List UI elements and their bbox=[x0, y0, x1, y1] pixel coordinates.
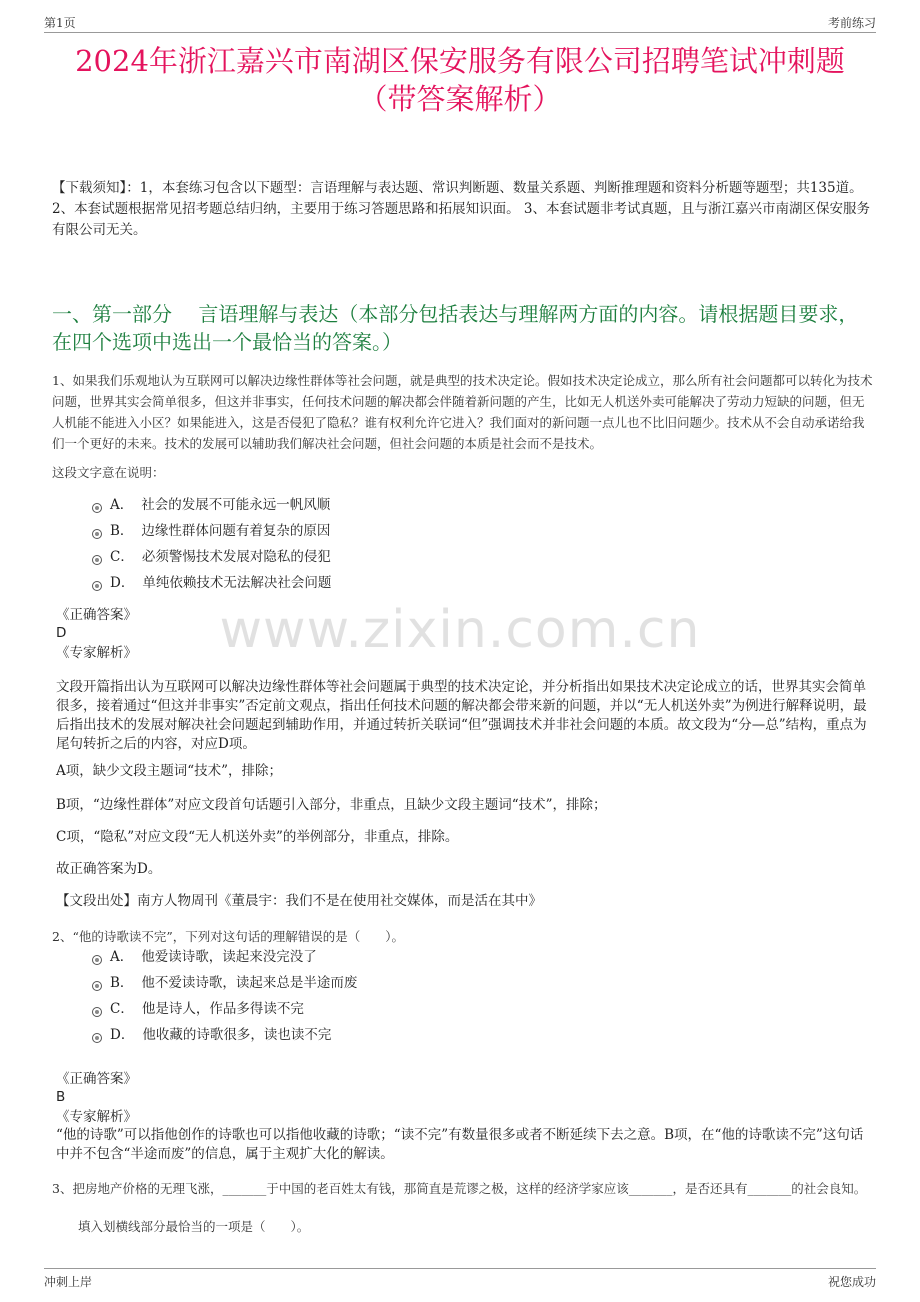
radio-icon[interactable] bbox=[92, 503, 102, 513]
q1-source: 【文段出处】南方人物周刊《董晨宇：我们不是在使用社交媒体，而是活在其中》 bbox=[56, 893, 542, 909]
q1-analysis: 文段开篇指出认为互联网可以解决边缘性群体等社会问题属于典型的技术决定论，并分析指出如果技术决定论成立的话，世界其实会简单很多，接着通过“但这并非事实”否定前文观点，指出任何技术问题的解决都会带来新的问题，并以“无人机送外卖”为例进行解释说明，最后指出技术的发展对解决社会问题起到辅助作用，并通过转折关联词“但”强调技术并非社会问题的本质。故文段为“分—总”结构，重点为尾句转折之后的内容，对应D项。 bbox=[56, 679, 867, 752]
document-title bbox=[50, 42, 870, 118]
download-notice: 【下载须知】：1，本套练习包含以下题型：言语理解与表达题、常识判断题、数量关系题、判断推理题和资料分析题等题型；共135道。 2、本套试题根据常见招考题总结归纳，主要用于练习答题思路和拓展知识面。 3、本套试题非考试真题，且与浙江嘉兴市南湖区保安服务有限公司无关。 bbox=[52, 180, 870, 238]
radio-icon[interactable] bbox=[92, 955, 102, 965]
footer-left: 冲刺上岸 bbox=[44, 1275, 93, 1289]
q1-option-c[interactable]: C． 必须警惕技术发展对隐私的侵犯 bbox=[92, 544, 331, 570]
question-1-ask: 这段文字意在说明： bbox=[52, 465, 165, 480]
q1-note-c: C项，“隐私”对应文段“无人机送外卖”的举例部分，非重点，排除。 bbox=[56, 829, 459, 845]
q1-note-b: B项，“边缘性群体”对应文段首句话题引入部分，非重点，且缺少文段主题词“技术”，排除； bbox=[56, 797, 607, 813]
question-1-text: 1、如果我们乐观地认为互联网可以解决边缘性群体等社会问题，就是典型的技术决定论。假如技术决定论成立，那么所有社会问题都可以转化为技术问题，世界其实会简单很多，但这并非事实，任何技术问题的解决都会伴随着新问题的产生，比如无人机送外卖可能解决了劳动力短缺的问题，但无人机能不能进入小区？如果能进入，这是否侵犯了隐私？谁有权利允许它进入？我们面对的新问题一点儿也不比旧问题少。技术从不会自动承诺给我们一个更好的未来。技术的发展可以辅助我们解决社会问题，但社会问题的本质是社会而不是技术。 bbox=[52, 373, 873, 451]
q2-answer-label: 《正确答案》 bbox=[56, 1071, 137, 1087]
q2-answer: B bbox=[56, 1089, 66, 1105]
q1-analysis-label: 《专家解析》 bbox=[56, 645, 137, 661]
q2-option-c[interactable]: C． 他是诗人，作品多得读不完 bbox=[92, 996, 357, 1022]
q1-conclusion: 故正确答案为D。 bbox=[56, 861, 162, 877]
q1-answer: D bbox=[56, 625, 67, 641]
question-2-text: 2、“他的诗歌读不完”，下列对这句话的理解错误的是（ ）。 bbox=[52, 929, 404, 944]
question-3-text: 3、把房地产价格的无理飞涨，_______于中国的老百姓太有钱，那简直是荒谬之极，这样的经济学家应该_______，是否还具有_______的社会良知。 bbox=[52, 1181, 867, 1196]
q1-option-a[interactable]: A． 社会的发展不可能永远一帆风顺 bbox=[92, 492, 331, 518]
title-line-2: （带答案解析） bbox=[358, 82, 562, 116]
header-label: 考前练习 bbox=[827, 16, 876, 30]
q2-option-b[interactable]: B． 他不爱读诗歌，读起来总是半途而废 bbox=[92, 970, 357, 996]
q2-analysis: “他的诗歌”可以指他创作的诗歌也可以指他收藏的诗歌；“读不完”有数量很多或者不断延续下去之意。B项，在“他的诗歌读不完”这句话中并不包含“半途而废”的信息，属于主观扩大化的解读。 bbox=[56, 1127, 864, 1162]
page-footer bbox=[44, 1268, 876, 1291]
q2-analysis-label: 《专家解析》 bbox=[56, 1109, 137, 1125]
radio-icon[interactable] bbox=[92, 1033, 102, 1043]
radio-icon[interactable] bbox=[92, 1007, 102, 1017]
radio-icon[interactable] bbox=[92, 981, 102, 991]
question-1-options bbox=[92, 492, 331, 596]
radio-icon[interactable] bbox=[92, 555, 102, 565]
radio-icon[interactable] bbox=[92, 581, 102, 591]
page-number: 第1页 bbox=[44, 16, 76, 30]
footer-right: 祝您成功 bbox=[827, 1275, 876, 1289]
q1-option-b[interactable]: B． 边缘性群体问题有着复杂的原因 bbox=[92, 518, 331, 544]
section-title: 一、第一部分 言语理解与表达（本部分包括表达与理解两方面的内容。请根据题目要求，在四个选项中选出一个最恰当的答案。） bbox=[52, 302, 859, 354]
q2-option-a[interactable]: A． 他爱读诗歌，读起来没完没了 bbox=[92, 944, 357, 970]
q2-option-d[interactable]: D． 他收藏的诗歌很多，读也读不完 bbox=[92, 1022, 357, 1048]
watermark: www.zixin.com.cn bbox=[219, 600, 701, 660]
question-2-options bbox=[92, 944, 357, 1048]
q1-answer-label: 《正确答案》 bbox=[56, 607, 137, 623]
radio-icon[interactable] bbox=[92, 529, 102, 539]
page-header bbox=[44, 12, 876, 33]
q1-note-a: A项，缺少文段主题词“技术”，排除； bbox=[56, 763, 283, 779]
title-line-1: 2024年浙江嘉兴市南湖区保安服务有限公司招聘笔试冲刺题 bbox=[75, 44, 845, 78]
question-3-ask: 填入划横线部分最恰当的一项是（ ）。 bbox=[78, 1219, 310, 1234]
q1-option-d[interactable]: D． 单纯依赖技术无法解决社会问题 bbox=[92, 570, 331, 596]
